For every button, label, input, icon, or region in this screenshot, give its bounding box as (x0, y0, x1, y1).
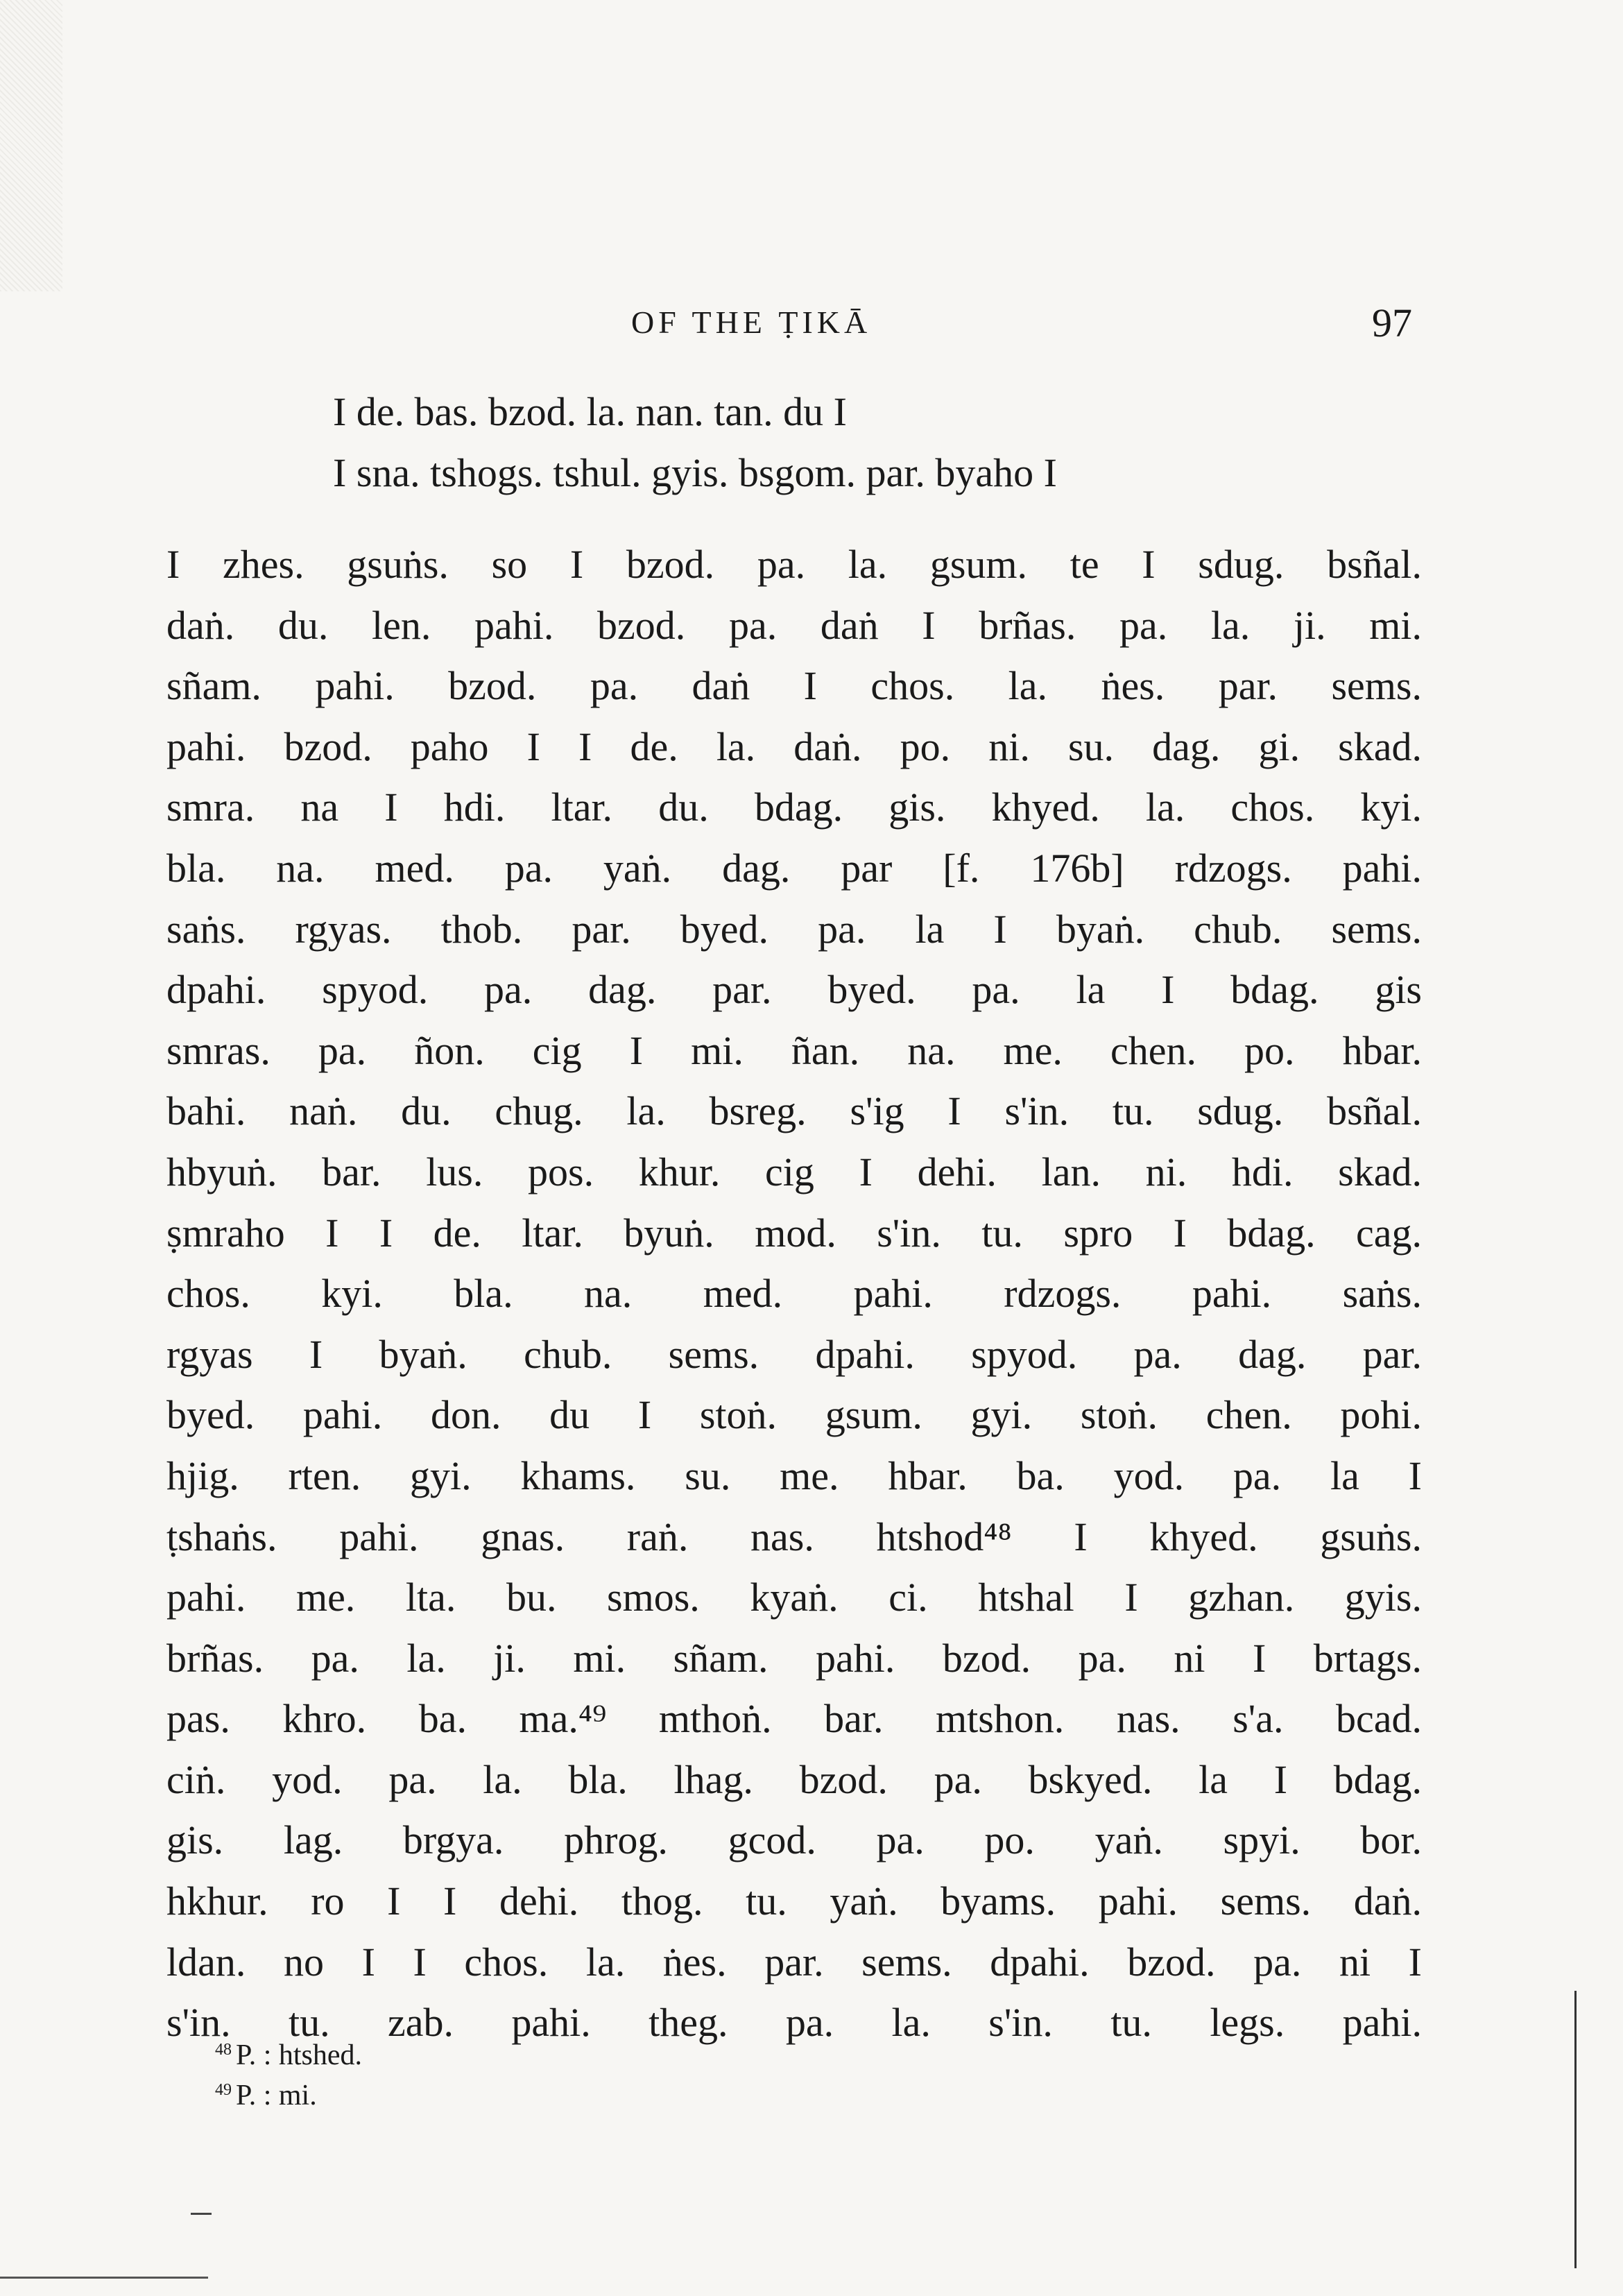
text-line: chos. kyi. bla. na. med. pahi. rdzogs. pahi. saṅs. (166, 1271, 1422, 1317)
text-line: smras. pa. ñon. cig I mi. ñan. na. me. chen. po. hbar. (166, 1027, 1422, 1073)
footnote (215, 2073, 362, 2113)
text-line: pas. khro. ba. ma.⁴⁹ mthoṅ. bar. mtshon. nas. s'a. bcad. (166, 1696, 1422, 1742)
footnote-mark: 48 (215, 2041, 232, 2059)
scan-mark (191, 2213, 212, 2215)
text-line: byed. pahi. don. du I stoṅ. gsum. gyi. stoṅ. chen. pohi. (166, 1392, 1422, 1438)
text-line: ṭshaṅs. pahi. gnas. raṅ. nas. htshod⁴⁸ I khyed. gsuṅs. (166, 1514, 1422, 1559)
scan-artifact (0, 0, 62, 291)
body-text (166, 534, 1422, 2053)
text-line: I zhes. gsuṅs. so I bzod. pa. la. gsum. te I sdug. bsñal. (166, 542, 1422, 587)
text-line: ciṅ. yod. pa. la. bla. lhag. bzod. pa. bskyed. la I bdag. (166, 1756, 1422, 1802)
text-line: ldan. no I I chos. la. ṅes. par. sems. dpahi. bzod. pa. ni I (166, 1939, 1422, 1985)
text-line: saṅs. rgyas. thob. par. byed. pa. la I byaṅ. chub. sems. (166, 906, 1422, 952)
text-line: brñas. pa. la. ji. mi. sñam. pahi. bzod. pa. ni I brtags. (166, 1635, 1422, 1681)
text-line: daṅ. du. len. pahi. bzod. pa. daṅ I brñas. pa. la. ji. mi. (166, 602, 1422, 648)
footnote-text: P. : mi. (236, 2080, 317, 2111)
text-line: bahi. naṅ. du. chug. la. bsreg. s'ig I s'in. tu. sdug. bsñal. (166, 1088, 1422, 1134)
verse-line: I de. bas. bzod. la. nan. tan. du I (333, 389, 847, 434)
text-line: pahi. me. lta. bu. smos. kyaṅ. ci. htshal I gzhan. gyis. (166, 1575, 1422, 1620)
text-line: s'in. tu. zab. pahi. theg. pa. la. s'in. tu. legs. pahi. (166, 2000, 1422, 2046)
text-line: dpahi. spyod. pa. dag. par. byed. pa. la I bdag. gis (166, 967, 1422, 1013)
scan-edge-line (0, 2277, 208, 2279)
footnote (215, 2032, 362, 2073)
footnote-text: P. : htshed. (236, 2039, 363, 2071)
text-line: sñam. pahi. bzod. pa. daṅ I chos. la. ṅes. par. sems. (166, 663, 1422, 709)
text-line: hkhur. ro I I dehi. thog. tu. yaṅ. byams. pahi. sems. daṅ. (166, 1878, 1422, 1924)
running-head: OF THE ṬIKĀ (631, 305, 872, 340)
text-line: bla. na. med. pa. yaṅ. dag. par [f. 176b] rdzogs. pahi. (166, 845, 1422, 891)
text-line: gis. lag. brgya. phrog. gcod. pa. po. yaṅ. spyi. bor. (166, 1817, 1422, 1863)
page-number: 97 (1372, 300, 1412, 345)
footnotes (215, 2032, 362, 2113)
text-line: smra. na I hdi. ltar. du. bdag. gis. khyed. la. chos. kyi. (166, 785, 1422, 830)
verse-line: I sna. tshogs. tshul. gyis. bsgom. par. byaho I (333, 450, 1057, 495)
text-line: pahi. bzod. paho I I de. la. daṅ. po. ni. su. dag. gi. skad. (166, 723, 1422, 769)
scan-edge-line (1574, 1991, 1577, 2268)
text-line: ṣmraho I I de. ltar. byuṅ. mod. s'in. tu. spro I bdag. cag. (166, 1210, 1422, 1256)
text-line: rgyas I byaṅ. chub. sems. dpahi. spyod. pa. dag. par. (166, 1331, 1422, 1377)
footnote-mark: 49 (215, 2081, 232, 2099)
text-line: hjig. rten. gyi. khams. su. me. hbar. ba. yod. pa. la I (166, 1453, 1422, 1498)
text-line: hbyuṅ. bar. lus. pos. khur. cig I dehi. lan. ni. hdi. skad. (166, 1149, 1422, 1194)
